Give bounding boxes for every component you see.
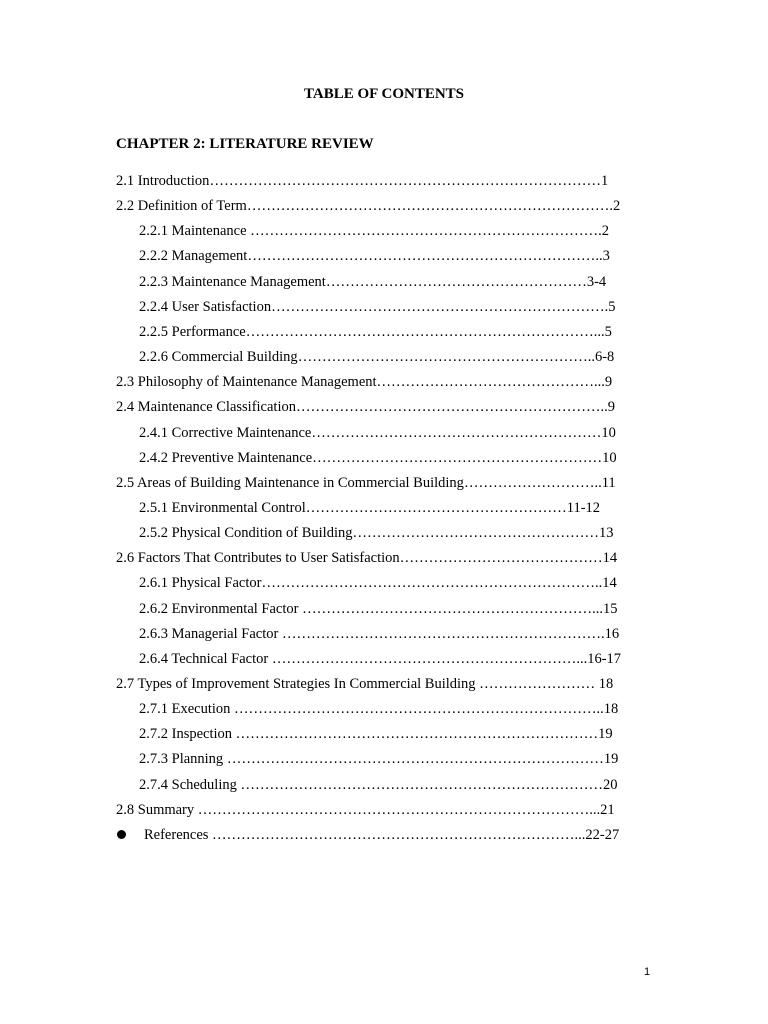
- toc-entry-title: 2.6.3 Managerial Factor: [139, 625, 279, 642]
- toc-entry-page: 2: [601, 223, 610, 240]
- toc-entry-title: 2.2.5 Performance: [139, 323, 246, 340]
- toc-entry-title: 2.7.2 Inspection: [139, 726, 233, 743]
- toc-entry-title: 2.8 Summary: [116, 801, 195, 818]
- toc-entry-page: 9: [604, 374, 613, 391]
- toc-entry-leader: ……………………………………………………..: [297, 349, 595, 366]
- toc-entry-leader: ………………………………………………: [325, 273, 587, 290]
- toc-entry: [139, 346, 652, 368]
- toc-entry: [116, 673, 652, 695]
- toc-entry-leader: ……………………………………: [399, 550, 603, 567]
- toc-entry-page: 5: [604, 323, 612, 340]
- toc-entry: [116, 371, 652, 393]
- toc-entry: [139, 271, 652, 293]
- page-number: 1: [644, 966, 651, 978]
- toc-entry-page: 6-8: [594, 349, 615, 366]
- toc-entry-page: 3-4: [586, 273, 607, 290]
- toc-entry-page: 9: [607, 399, 615, 416]
- toc-entry-title: 2.6 Factors That Contributes to User Satisfaction: [116, 550, 400, 567]
- toc-entry: [139, 723, 652, 745]
- toc-entry-title: 2.2.2 Management: [139, 248, 248, 265]
- toc-entry: [116, 799, 652, 821]
- toc-entry-title: 2.5.1 Environmental Control: [139, 499, 306, 516]
- chapter-heading: CHAPTER 2: LITERATURE REVIEW: [116, 136, 374, 152]
- toc-entry: [139, 447, 652, 469]
- toc-entry-page: 5: [608, 298, 616, 315]
- toc-entry-page: 1: [600, 173, 609, 189]
- toc-entry-leader: …………………………………………………………………...: [208, 826, 586, 843]
- toc-entry-title: 2.4 Maintenance Classification: [116, 399, 296, 416]
- toc-entry-leader: ……………………………………………………...: [298, 600, 603, 617]
- toc-entry: [139, 296, 652, 318]
- toc-entry: [139, 648, 652, 670]
- toc-entry-title: 2.7.3 Planning: [139, 751, 224, 768]
- toc-entry: [116, 170, 652, 192]
- toc-entry-leader: ………………………………………………………….: [278, 625, 605, 642]
- toc-entry-leader: ……………………………………………………………………: [223, 751, 604, 768]
- toc-entry-leader: ………………………………………………………………...: [245, 323, 605, 340]
- toc-entry-leader: ……………………………………………………: [312, 449, 603, 466]
- toc-entry-title: 2.2.6 Commercial Building: [139, 349, 298, 366]
- toc-entry-title: 2.4.2 Preventive Maintenance: [139, 449, 313, 466]
- toc-entry: [139, 623, 652, 645]
- toc-entry: [116, 195, 652, 217]
- toc-entry: [139, 321, 652, 343]
- toc-entry-page: 11-12: [566, 499, 601, 516]
- toc-entry-leader: ………………………………………………………...: [268, 650, 588, 667]
- toc-entry-leader: ……………………: [475, 676, 596, 692]
- toc-entry-title: References: [144, 826, 209, 843]
- toc-entry-page: 20: [603, 776, 618, 793]
- toc-entry-page: 18: [595, 676, 614, 692]
- toc-entry-leader: ……………………………………………………………..: [261, 575, 603, 592]
- toc-entry-page: 10: [602, 449, 617, 466]
- page-title: TABLE OF CONTENTS: [303, 86, 465, 102]
- toc-entry-leader: ……………………………………………………………….: [246, 223, 602, 240]
- toc-entry-page: 3: [602, 248, 610, 265]
- toc-entry-leader: ………………………………………………………………………...: [194, 801, 601, 818]
- toc-entry: [139, 220, 652, 242]
- toc-entry-title: 2.6.4 Technical Factor: [139, 650, 269, 667]
- toc-entry-title: 2.6.1 Physical Factor: [139, 575, 262, 592]
- toc-entry: [139, 774, 652, 796]
- toc-entry-title: 2.7 Types of Improvement Strategies In Commercial Building: [116, 676, 476, 692]
- toc-entry-leader: …………………………………………………………….: [271, 298, 609, 315]
- toc-entry: [139, 497, 652, 519]
- toc-entry-leader: ………………………………………………………………..: [247, 248, 603, 265]
- toc-entry-title: 2.4.1 Corrective Maintenance: [139, 424, 312, 441]
- toc-entry: [139, 245, 652, 267]
- toc-entry-title: 2.5 Areas of Building Maintenance in Commercial Building: [116, 474, 464, 491]
- toc-entry-title: 2.3 Philosophy of Maintenance Management: [116, 374, 377, 391]
- toc-entry: [139, 572, 652, 594]
- toc-entry-page: 21: [600, 801, 615, 818]
- toc-entry-leader: …………………………………………………………………: [236, 776, 603, 793]
- toc-entry-leader: ……………………………………………: [352, 525, 599, 542]
- toc-entry-title: 2.7.1 Execution: [139, 701, 231, 718]
- toc-entry-leader: ………………………………………...: [376, 374, 605, 391]
- toc-entry-page: 14: [602, 550, 618, 567]
- toc-entry-leader: ………………………………………………: [305, 499, 567, 516]
- toc-entry-leader: ………………………..: [463, 474, 602, 491]
- toc-entry: [139, 422, 652, 444]
- toc-entry-title: 2.2.1 Maintenance: [139, 223, 247, 240]
- toc-entry: [139, 522, 652, 544]
- toc-entry-page: 2: [612, 198, 621, 215]
- bullet-icon: [117, 830, 126, 839]
- toc-entry-leader: ……………………………………………………: [311, 424, 602, 441]
- toc-entry-title: 2.2.4 User Satisfaction: [139, 298, 272, 315]
- toc-entry-leader: ………………………………………………………………….: [246, 198, 613, 215]
- toc-entry-page: 13: [598, 525, 614, 542]
- toc-entry-page: 18: [603, 701, 619, 718]
- toc-entry-page: 19: [603, 751, 619, 768]
- toc-entry-title: 2.6.2 Environmental Factor: [139, 600, 299, 617]
- toc-entry-leader: …………………………………………………………………..: [230, 701, 604, 718]
- toc-entry-leader: ………………………………………………………..: [296, 399, 608, 416]
- toc-entry-page: 19: [598, 726, 613, 743]
- toc-entry-title: 2.2 Definition of Term: [116, 198, 247, 215]
- toc-entry-page: 10: [601, 424, 616, 441]
- toc-entry-leader: …………………………………………………………………: [232, 726, 599, 743]
- toc-entry-page: 16-17: [587, 650, 622, 667]
- toc-entry: [144, 824, 652, 846]
- toc-entry-page: 16: [604, 625, 620, 642]
- toc-entry: [139, 698, 652, 720]
- toc-entry-page: 22-27: [585, 826, 620, 843]
- toc-entry-leader: ………………………………………………………………………: [209, 173, 601, 189]
- toc-entry: [139, 598, 652, 620]
- toc-entry-page: 14: [602, 575, 617, 592]
- toc-entry: [116, 396, 652, 418]
- toc-entry-page: 11: [601, 474, 616, 491]
- toc-entry-title: 2.1 Introduction: [116, 173, 210, 189]
- toc-entry: [116, 472, 652, 494]
- toc-entry: [139, 748, 652, 770]
- toc-entry-page: 15: [602, 600, 618, 617]
- toc-entry-title: 2.2.3 Maintenance Management: [139, 273, 326, 290]
- toc-entry-title: 2.7.4 Scheduling: [139, 776, 237, 793]
- toc-entry-title: 2.5.2 Physical Condition of Building: [139, 525, 353, 542]
- toc-entry: [116, 547, 652, 569]
